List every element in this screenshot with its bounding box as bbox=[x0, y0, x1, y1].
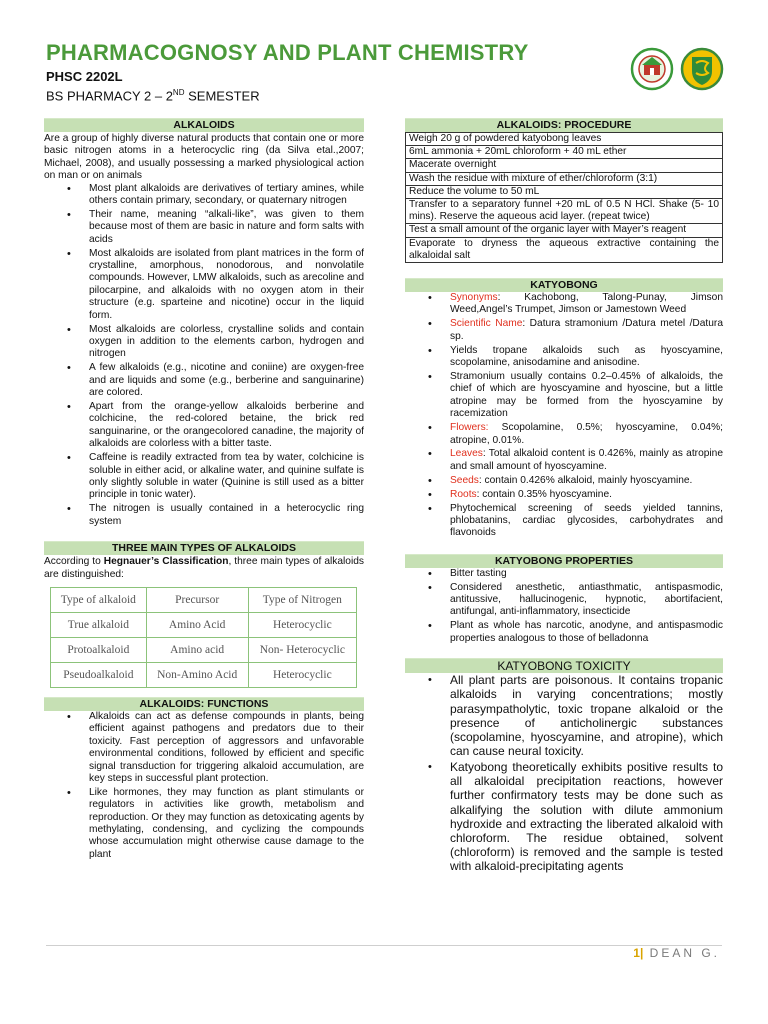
list-item: • Scientific Name: Datura stramonium /Datura metel /Datura sp. bbox=[405, 318, 723, 343]
functions-list bbox=[44, 711, 364, 861]
table-row bbox=[51, 637, 357, 662]
list-item: • All plant parts are poisonous. It contains tropanic alkaloids in varying concentrations; mostly parasympatholytic, toxic tropane alkaloid or the presence of anticholinergic substances (scopolamine, hyoscyamine, and atropine), which can cause neural toxicity. bbox=[405, 673, 723, 758]
table-cell: Protoalkaloid bbox=[51, 637, 147, 662]
alkaloids-intro: Are a group of highly diverse natural products that contain one or more basic nitrogen atoms in a heterocyclic ring (da Silva etal.,2007; Michael, 2008), and usually possessing a marked physiological action on man or on animals bbox=[44, 133, 364, 182]
procedure-step: Weigh 20 g of powdered katyobong leaves bbox=[406, 133, 723, 146]
table-row bbox=[406, 185, 723, 198]
alkaloid-types-table bbox=[50, 587, 357, 688]
procedure-step: Reduce the volume to 50 mL bbox=[406, 185, 723, 198]
list-item: • Plant as whole has narcotic, anodyne, and antispasmodic properties analogous to those of belladonna bbox=[405, 620, 723, 645]
table-row bbox=[406, 224, 723, 237]
section-heading-procedure: ALKALOIDS: PROCEDURE bbox=[405, 118, 723, 132]
document-title: PHARMACOGNOSY AND PLANT CHEMISTRY bbox=[46, 40, 529, 65]
table-row bbox=[51, 662, 357, 687]
section-heading-katyobong: KATYOBONG bbox=[405, 278, 723, 292]
table-row bbox=[406, 159, 723, 172]
list-item: • Apart from the orange-yellow alkaloids berberine and colchicine, the red-colored betaine, the brick red sanguinarine, or the orangecolored canadine, the majority of alkaloids are colorless with a bitter taste. bbox=[44, 401, 364, 451]
table-cell: True alkaloid bbox=[51, 612, 147, 637]
list-item: • Most plant alkaloids are derivatives of tertiary amines, while others contain primary, secondary, or quaternary nitrogen bbox=[44, 183, 364, 208]
table-cell: Heterocyclic bbox=[248, 662, 356, 687]
table-row bbox=[406, 146, 723, 159]
list-item: • Phytochemical screening of seeds yielded tannins, phlobatanins, cardiac glycosides, carbohydrates and flavonoids bbox=[405, 503, 723, 540]
list-item: • Flowers: Scopolamine, 0.5%; hyoscyamine, 0.04%; atropine, 0.01%. bbox=[405, 422, 723, 447]
types-intro: According to Hegnauer’s Classification, three main types of alkaloids are distinguished: bbox=[44, 556, 364, 580]
list-item: • The nitrogen is usually contained in a heterocyclic ring system bbox=[44, 503, 364, 528]
section-heading-types: THREE MAIN TYPES OF ALKALOIDS bbox=[44, 541, 364, 555]
list-item: • Most alkaloids are isolated from plant matrices in the form of crystalline, amorphous, nonodorous, and nonvolatile compounds. However, LMW alkaloids, such as arecoline and pilocarpine, and alkaloids with no oxygen atom in their structure (e.g. sparteine and nicotine) occur in the liquid form. bbox=[44, 248, 364, 322]
list-item: • Leaves: Total alkaloid content is 0.426%, mainly as atropine and small amount of hyoscyamine. bbox=[405, 448, 723, 473]
list-item: • Bitter tasting bbox=[405, 568, 723, 580]
table-header-cell: Precursor bbox=[146, 587, 248, 612]
list-item: • Caffeine is readily extracted from tea by water, colchicine is soluble in either acid, or alkaline water, and quinine sulfate is only slightly soluble in water (Quinine is still used as a bitter principle in tonic water). bbox=[44, 452, 364, 502]
procedure-step: Transfer to a separatory funnel +20 mL of 0.5 N HCl. Shake (5- 10 mins). Reserve the aqueous acid layer. (repeat twice) bbox=[406, 199, 723, 224]
university-shield-icon bbox=[682, 49, 722, 89]
properties-list bbox=[405, 568, 723, 645]
table-cell: Pseudoalkaloid bbox=[51, 662, 147, 687]
procedure-step: Evaporate to dryness the aqueous extractive containing the alkaloidal salt bbox=[406, 237, 723, 262]
table-cell: Heterocyclic bbox=[248, 612, 356, 637]
list-item: • Roots: contain 0.35% hyoscyamine. bbox=[405, 489, 723, 501]
table-row bbox=[51, 612, 357, 637]
table-cell: Amino acid bbox=[146, 637, 248, 662]
table-row bbox=[406, 133, 723, 146]
table-row bbox=[406, 237, 723, 262]
list-item: • Synonyms: Kachobong, Talong-Punay, Jimson Weed,Angel’s Trumpet, Jimson or Jamestown Weed bbox=[405, 292, 723, 317]
list-item: • Stramonium usually contains 0.2–0.45% of alkaloids, the chief of which are hyoscyamine and hyoscine, but a little atropine may be formed from the hyoscyamine by racemization bbox=[405, 371, 723, 421]
left-column bbox=[44, 118, 364, 863]
toxicity-list bbox=[405, 673, 723, 873]
college-seal-icon bbox=[632, 49, 672, 89]
alkaloids-list bbox=[44, 183, 364, 528]
section-heading-properties: KATYOBONG PROPERTIES bbox=[405, 554, 723, 568]
procedure-table bbox=[405, 132, 723, 263]
table-cell: Non-Amino Acid bbox=[146, 662, 248, 687]
table-row bbox=[51, 587, 357, 612]
list-item: • Their name, meaning “alkali-like”, was given to them because most of them are basic in nature and form salts with acids bbox=[44, 209, 364, 246]
table-header-cell: Type of alkaloid bbox=[51, 587, 147, 612]
university-logos bbox=[630, 47, 726, 91]
procedure-step: 6mL ammonia + 20mL chloroform + 40 mL ether bbox=[406, 146, 723, 159]
procedure-step: Test a small amount of the organic layer with Mayer’s reagent bbox=[406, 224, 723, 237]
list-item: • Katyobong theoretically exhibits positive results to all alkaloidal precipitation reactions, however further confirmatory tests may be done such as alkalifying the solution with dilute ammonium hydroxide and extracting the liberated alkaloid with chloroform. The residue obtained, solvent (chloroform) is removed and the sample is tested with alkaloid-precipitating agents bbox=[405, 760, 723, 874]
list-item: • Seeds: contain 0.426% alkaloid, mainly hyoscyamine. bbox=[405, 475, 723, 487]
table-cell: Non- Heterocyclic bbox=[248, 637, 356, 662]
list-item: • Yields tropane alkaloids such as hyoscyamine, scopolamine, anisodamine and anisodine. bbox=[405, 345, 723, 370]
list-item: • Like hormones, they may function as plant stimulants or regulators in activities like growth, metabolism and reproduction. Or they may function as detoxicating agents by methylating, condensing, and cyclizing the compounds whose accumulation might otherwise cause damage to the plant bbox=[44, 787, 364, 861]
section-heading-functions: ALKALOIDS: FUNCTIONS bbox=[44, 697, 364, 711]
section-heading-alkaloids: ALKALOIDS bbox=[44, 118, 364, 132]
katyobong-list bbox=[405, 292, 723, 540]
list-item: • Alkaloids can act as defense compounds in plants, being efficient against pathogens and predators due to their toxicity. Fast perception of aggressors and unfavorable environmental conditions, followed by efficient and specific signal transduction for triggering alkaloid accumulation, are key steps in successful plant protection. bbox=[44, 711, 364, 785]
page-footer: 1| DEAN G. bbox=[633, 946, 720, 960]
table-row bbox=[406, 172, 723, 185]
right-column bbox=[405, 118, 723, 875]
table-row bbox=[406, 199, 723, 224]
table-cell: Amino Acid bbox=[146, 612, 248, 637]
procedure-step: Macerate overnight bbox=[406, 159, 723, 172]
section-heading-toxicity: KATYOBONG TOXICITY bbox=[405, 658, 723, 673]
procedure-step: Wash the residue with mixture of ether/chloroform (3:1) bbox=[406, 172, 723, 185]
list-item: • Most alkaloids are colorless, crystalline solids and contain oxygen in addition to the elements carbon, hydrogen and nitrogen bbox=[44, 324, 364, 361]
list-item: • Considered anesthetic, antiasthmatic, antispasmodic, antitussive, hallucinogenic, hypnotic, abortifacient, antifungal, anti-inflammatory, insecticide bbox=[405, 582, 723, 619]
course-code: PHSC 2202L bbox=[46, 69, 123, 84]
page-header bbox=[46, 40, 726, 104]
list-item: • A few alkaloids (e.g., nicotine and coniine) are oxygen-free and are liquids and some (e.g., berberine and sanguinarine) are colored. bbox=[44, 362, 364, 399]
table-header-cell: Type of Nitrogen bbox=[248, 587, 356, 612]
program-line: BS PHARMACY 2 – 2ND SEMESTER bbox=[46, 88, 260, 104]
